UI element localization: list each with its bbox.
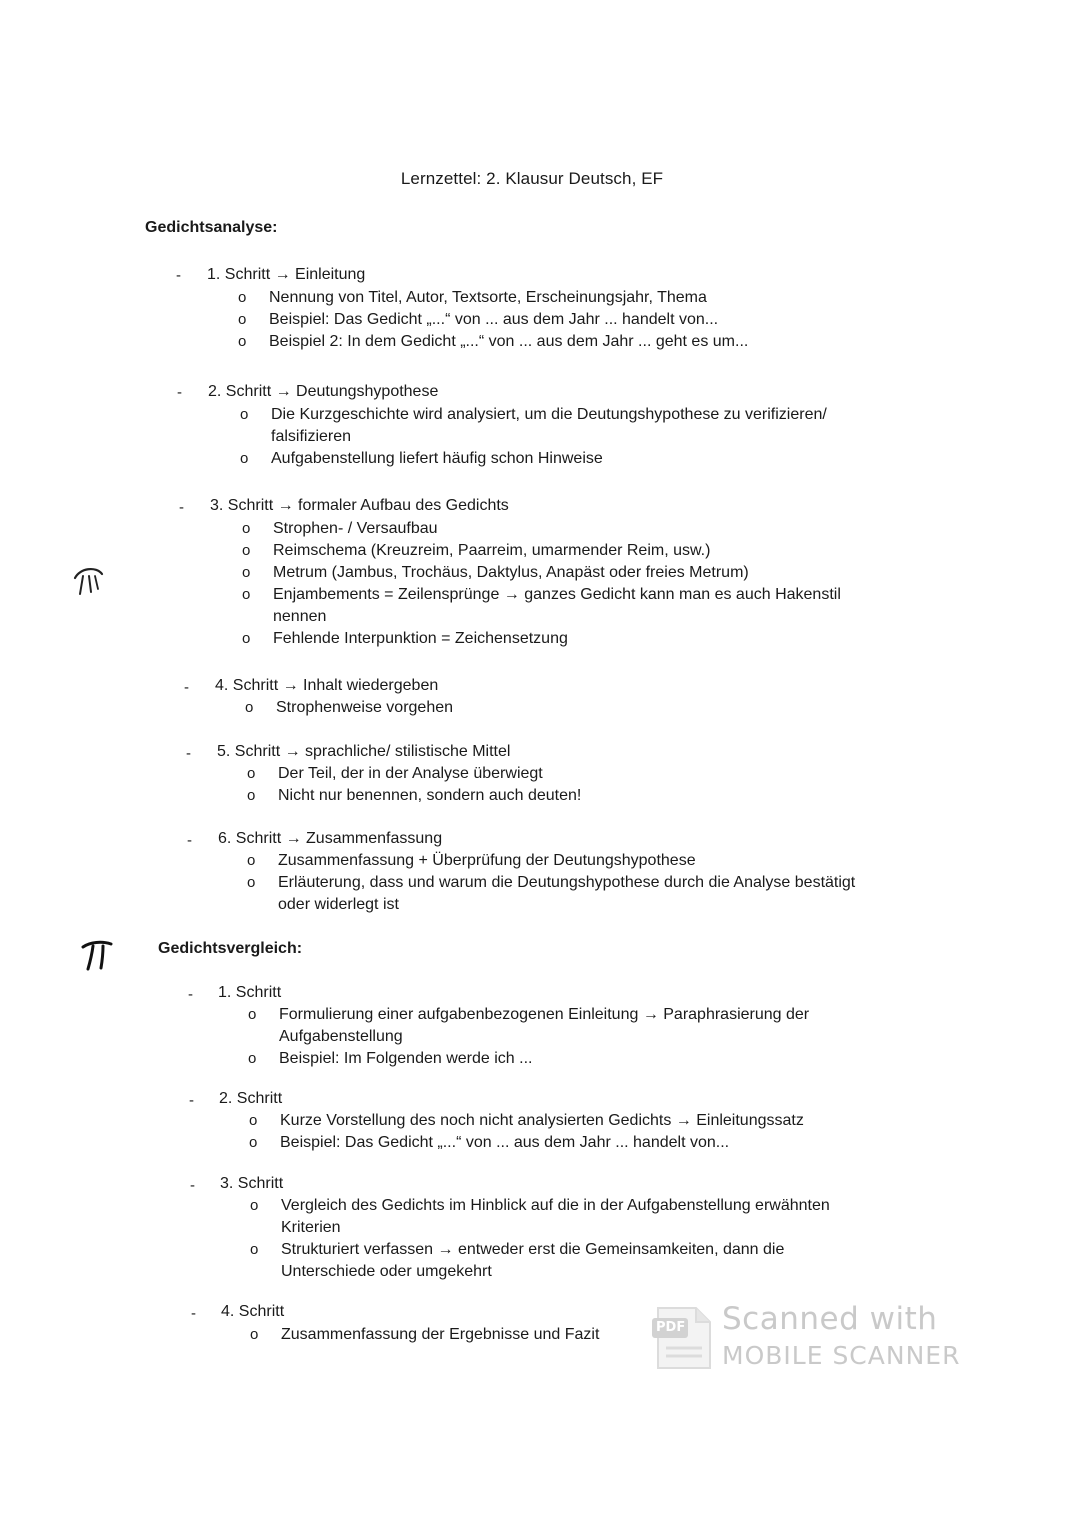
step-dash: -: [177, 384, 182, 401]
pdf-document-icon: [652, 1306, 714, 1372]
bullet-list: [247, 763, 847, 807]
list-item: o Zusammenfassung + Überprüfung der Deutungshypothese: [247, 850, 887, 872]
list-item: o Vergleich des Gedichts im Hinblick auf die in der Aufgabenstellung erwähnten Kriterien: [250, 1195, 870, 1239]
bullet-list: [248, 1004, 848, 1070]
step-dash: -: [188, 986, 193, 1003]
bullet-list: [238, 287, 858, 353]
step-label: 5. Schritt → sprachliche/ stilistische Mittel: [217, 743, 511, 760]
step-label: 2. Schritt: [219, 1090, 283, 1107]
scanner-watermark: [652, 1300, 972, 1380]
handwritten-mark-icon: [72, 564, 106, 598]
list-item: o Beispiel: Das Gedicht „...“ von ... aus dem Jahr ... handelt von...: [249, 1132, 869, 1154]
list-item: o Beispiel: Im Folgenden werde ich ...: [248, 1048, 848, 1070]
step-dash: -: [186, 745, 191, 762]
step-dash: -: [184, 679, 189, 696]
bullet-list: [247, 850, 887, 916]
step-label: 4. Schritt: [221, 1303, 285, 1320]
list-item: o Reimschema (Kreuzreim, Paarreim, umarmender Reim, usw.): [242, 540, 882, 562]
page-title: Lernzettel: 2. Klausur Deutsch, EF: [400, 169, 664, 188]
step-label: 2. Schritt → Deutungshypothese: [208, 383, 439, 400]
list-item: o Zusammenfassung der Ergebnisse und Fazit: [250, 1324, 640, 1346]
list-item: o Strophenweise vorgehen: [245, 697, 845, 719]
bullet-list: [245, 697, 845, 719]
list-item: o Beispiel: Das Gedicht „...“ von ... aus dem Jahr ... handelt von...: [238, 309, 858, 331]
step-label: 1. Schritt: [218, 984, 282, 1001]
list-item: o Nennung von Titel, Autor, Textsorte, Erscheinungsjahr, Thema: [238, 287, 858, 309]
step-dash: -: [189, 1092, 194, 1109]
step-dash: -: [187, 832, 192, 849]
bullet-list: [240, 404, 880, 470]
section-heading-analyse: Gedichtsanalyse:: [145, 219, 278, 236]
section-heading-vergleich: Gedichtsvergleich:: [158, 940, 303, 957]
step-label: 4. Schritt → Inhalt wiedergeben: [215, 677, 439, 694]
list-item: o Aufgabenstellung liefert häufig schon Hinweise: [240, 448, 880, 470]
step-dash: -: [179, 499, 184, 516]
watermark-line2: MOBILE SCANNER: [722, 1341, 961, 1370]
watermark-line1: Scanned with: [722, 1301, 938, 1337]
step-dash: -: [190, 1177, 195, 1194]
list-item: o Enjambements = Zeilensprünge → ganzes Gedicht kann man es auch Hakenstil nennen: [242, 584, 882, 628]
step-dash: -: [176, 267, 181, 284]
step-label: 1. Schritt → Einleitung: [207, 266, 366, 283]
bullet-list: [249, 1110, 869, 1154]
step-label: 3. Schritt: [220, 1175, 284, 1192]
list-item: o Die Kurzgeschichte wird analysiert, um die Deutungshypothese zu verifizieren/ falsifizieren: [240, 404, 880, 448]
bullet-list: [250, 1195, 870, 1283]
step-dash: -: [191, 1305, 196, 1322]
list-item: o Erläuterung, dass und warum die Deutungshypothese durch die Analyse bestätigt oder widerlegt ist: [247, 872, 887, 916]
list-item: o Strophen- / Versaufbau: [242, 518, 882, 540]
pdf-icon-label: PDF: [656, 1320, 686, 1335]
list-item: o Der Teil, der in der Analyse überwiegt: [247, 763, 847, 785]
list-item: o Beispiel 2: In dem Gedicht „...“ von ... aus dem Jahr ... geht es um...: [238, 331, 858, 353]
list-item: o Nicht nur benennen, sondern auch deuten!: [247, 785, 847, 807]
list-item: o Kurze Vorstellung des noch nicht analysierten Gedichts → Einleitungssatz: [249, 1110, 869, 1132]
list-item: o Formulierung einer aufgabenbezogenen Einleitung → Paraphrasierung der Aufgabenstellung: [248, 1004, 848, 1048]
list-item: o Strukturiert verfassen → entweder erst die Gemeinsamkeiten, dann die Unterschiede oder umgekehrt: [250, 1239, 870, 1283]
handwritten-mark-icon: [80, 938, 114, 972]
list-item: o Metrum (Jambus, Trochäus, Daktylus, Anapäst oder freies Metrum): [242, 562, 882, 584]
step-label: 3. Schritt → formaler Aufbau des Gedichts: [210, 497, 509, 514]
list-item: o Fehlende Interpunktion = Zeichensetzung: [242, 628, 882, 650]
bullet-list: [250, 1324, 640, 1346]
step-label: 6. Schritt → Zusammenfassung: [218, 830, 443, 847]
bullet-list: [242, 518, 882, 650]
